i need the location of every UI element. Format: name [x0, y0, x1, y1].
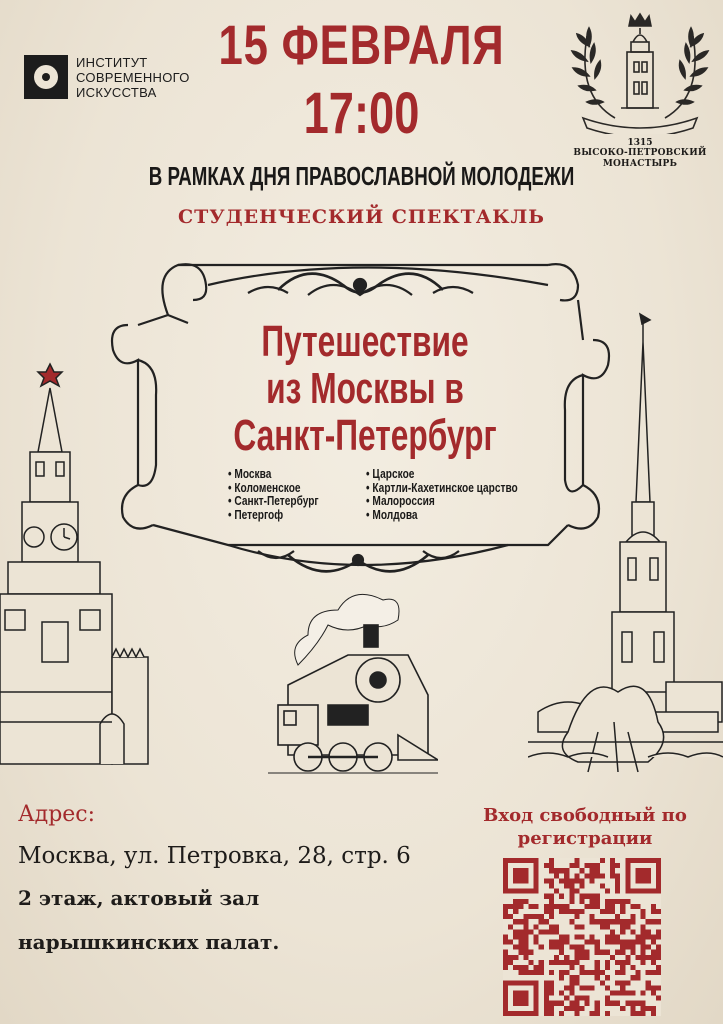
event-subtitle: В РАМКАХ ДНЯ ПРАВОСЛАВНОЙ МОЛОДЕЖИ	[148, 161, 575, 191]
monastery-logo	[565, 6, 715, 170]
monastery-year: 1315	[627, 138, 653, 148]
registration-qr-code[interactable]	[502, 858, 662, 1016]
peter-paul-spire-illustration	[528, 312, 723, 780]
institute-name-line: СОВРЕМЕННОГО	[76, 70, 190, 85]
play-title-line: Путешествие	[261, 317, 469, 366]
address-label: Адрес:	[18, 802, 96, 827]
address-street: Москва, ул. Петровка, 28, стр. 6	[18, 843, 411, 869]
address-floor: 2 этаж, актовый зал	[18, 886, 260, 910]
stop-item: • Малороссия	[366, 493, 435, 508]
institute-name-line: ИНСТИТУТ	[76, 55, 148, 70]
monastery-name-line1: ВЫСОКО-ПЕТРОВСКИЙ	[573, 148, 707, 158]
stop-item: • Молдова	[366, 506, 418, 522]
steam-locomotive-illustration	[268, 585, 438, 780]
address-building: нарышкинских палат.	[18, 930, 280, 954]
stop-item: • Петергоф	[228, 506, 284, 522]
play-title-line: из Москвы в	[266, 364, 464, 413]
stop-item: • Москва	[228, 466, 272, 481]
entry-line1: Вход свободный по	[483, 805, 687, 826]
event-category: СТУДЕНЧЕСКИЙ СПЕКТАКЛЬ	[178, 206, 545, 228]
entry-line2: регистрации	[517, 828, 653, 849]
stop-item: • Санкт-Петербург	[228, 493, 319, 508]
monastery-name-line2: МОНАСТЫРЬ	[602, 159, 678, 169]
play-title	[217, 318, 512, 459]
stop-item: • Коломенское	[228, 479, 301, 495]
laurel-wreath-church-icon	[565, 6, 715, 134]
event-time: 17:00	[303, 81, 420, 146]
event-date: 15 ФЕВРАЛЯ	[218, 13, 505, 76]
kremlin-tower-illustration	[0, 362, 150, 772]
vinyl-disc-icon	[24, 55, 68, 99]
stop-item: • Царское	[366, 466, 415, 481]
stops-list-left	[228, 467, 344, 521]
play-title-line: Санкт-Петербург	[233, 411, 497, 460]
stop-item: • Картли-Кахетинское царство	[366, 479, 518, 495]
institute-name-line: ИСКУССТВА	[76, 85, 157, 100]
entry-info	[462, 804, 708, 850]
